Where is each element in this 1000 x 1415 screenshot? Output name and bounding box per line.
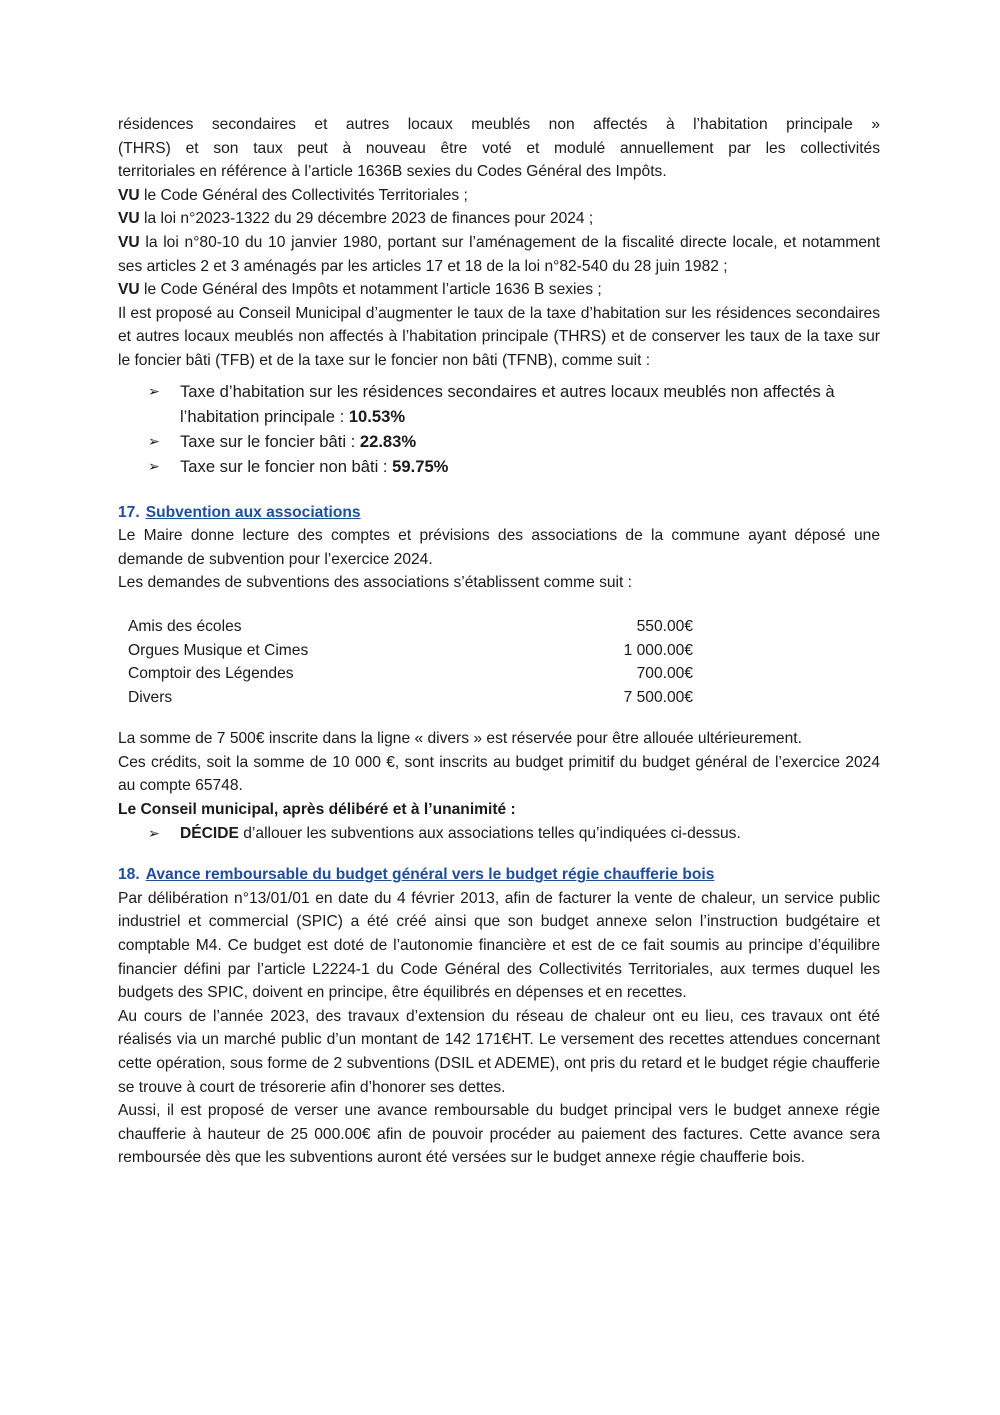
decide-keyword: DÉCIDE bbox=[180, 824, 239, 842]
intro-line-3: territoriales en référence à l’article 1636B sexies du Codes Général des Impôts. bbox=[118, 163, 667, 181]
section-17-paragraph: La somme de 7 500€ inscrite dans la ligne « divers » est réservée pour être allouée ultérieurement. bbox=[118, 730, 802, 748]
tax-label: Taxe d’habitation sur les résidences secondaires et autres locaux meublés non affectés à l’habitation principale : bbox=[180, 381, 835, 426]
section-title: Avance remboursable du budget général vers le budget régie chaufferie bois bbox=[145, 866, 715, 884]
subsidy-amount: 550.00€ bbox=[636, 617, 693, 635]
tax-rate: 59.75% bbox=[392, 456, 449, 476]
arrow-bullet-icon: ➢ bbox=[148, 382, 160, 399]
vu-keyword: VU bbox=[118, 281, 140, 299]
association-name: Comptoir des Légendes bbox=[128, 665, 294, 683]
table-row bbox=[128, 686, 693, 710]
vu-keyword: VU bbox=[118, 233, 140, 251]
section-18-heading bbox=[118, 863, 880, 887]
association-name: Amis des écoles bbox=[128, 617, 242, 635]
vu-text: la loi n°2023-1322 du 29 décembre 2023 de finances pour 2024 ; bbox=[139, 210, 594, 228]
subsidy-amount: 7 500.00€ bbox=[623, 688, 693, 706]
section-18-paragraph: Aussi, il est proposé de verser une avance remboursable du budget principal vers le budget annexe régie chaufferie à hauteur de 25 000.00€ afin de pouvoir procéder au paiement des factures. Cette avance sera remboursée dès que les subventions auront été versées sur le budget annexe régie chaufferie bois. bbox=[118, 1102, 880, 1167]
table-row bbox=[128, 639, 693, 663]
tax-bullet bbox=[148, 454, 880, 479]
table-row bbox=[128, 615, 693, 639]
section-number: 18. bbox=[118, 866, 140, 884]
vu-keyword: VU bbox=[118, 210, 140, 228]
section-number: 17. bbox=[118, 503, 140, 521]
section-18-paragraph: Par délibération n°13/01/01 en date du 4 février 2013, afin de facturer la vente de chaleur, un service public industriel et commercial (SPIC) a été créé ainsi que son budget annexe selon l’instruction budgétaire et comptable M4. Ce budget est doté de l’autonomie financière et est de ce fait soumis au principe d’équilibre financier défini par l’article L2224-1 du Code Général des Collectivités Territoriales, aux termes duquel les budgets des SPIC, doivent en principe, être équilibrés en dépenses et en recettes. bbox=[118, 889, 880, 1002]
vu-item bbox=[118, 278, 880, 302]
section-title: Subvention aux associations bbox=[145, 503, 361, 521]
vu-text: le Code Général des Impôts et notamment l’article 1636 B sexies ; bbox=[139, 281, 602, 299]
association-name: Divers bbox=[128, 688, 173, 706]
vu-text: le Code Général des Collectivités Territoriales ; bbox=[139, 186, 468, 204]
decide-text: d’allouer les subventions aux associations telles qu’indiquées ci-dessus. bbox=[238, 824, 741, 842]
arrow-bullet-icon: ➢ bbox=[148, 432, 160, 449]
tax-rate: 10.53% bbox=[348, 406, 406, 426]
vu-item bbox=[118, 207, 880, 231]
subsidy-table bbox=[128, 615, 693, 709]
association-name: Orgues Musique et Cimes bbox=[128, 641, 309, 659]
subsidy-amount: 1 000.00€ bbox=[623, 641, 693, 659]
tax-rate: 22.83% bbox=[359, 431, 417, 451]
intro-line-1: résidences secondaires et autres locaux meublés non affectés à l’habitation principale » bbox=[118, 116, 880, 133]
arrow-bullet-icon: ➢ bbox=[148, 824, 160, 841]
tax-label: Taxe sur le foncier non bâti : bbox=[180, 456, 393, 476]
vu-item bbox=[118, 184, 880, 208]
table-row bbox=[128, 662, 693, 686]
intro-line-2: (THRS) et son taux peut à nouveau être voté et modulé annuellement par les collectivités bbox=[118, 139, 880, 157]
decision-bullet bbox=[148, 822, 880, 846]
section-17-paragraph: Le Maire donne lecture des comptes et prévisions des associations de la commune ayant déposé une demande de subvention pour l’exercice 2024. bbox=[118, 527, 880, 568]
vu-item bbox=[118, 231, 880, 278]
vu-text: la loi n°80-10 du 10 janvier 1980, portant sur l’aménagement de la fiscalité directe locale, et notamment ses articles 2 et 3 aménagés par les articles 17 et 18 de la loi n°82-540 du 28 juin 1982 ; bbox=[118, 233, 880, 275]
section-18-paragraph: Au cours de l’année 2023, des travaux d’extension du réseau de chaleur ont eu lieu, ces travaux ont été réalisés via un marché public d’un montant de 142 171€HT. Le versement des recettes attendues concernant cette opération, sous forme de 2 subventions (DSIL et ADEME), ont pris du retard et le budget régie chaufferie se trouve à court de trésorerie afin d’honorer ses dettes. bbox=[118, 1007, 880, 1096]
section-17-heading bbox=[118, 501, 880, 525]
tax-label: Taxe sur le foncier bâti : bbox=[180, 431, 360, 451]
vu-keyword: VU bbox=[118, 186, 140, 204]
tax-bullet bbox=[148, 379, 880, 429]
proposal-paragraph: Il est proposé au Conseil Municipal d’augmenter le taux de la taxe d’habitation sur les résidences secondaires et autres locaux meublés non affectés à l’habitation principale (THRS) et de conserver les taux de la taxe sur le foncier bâti (TFB) et de la taxe sur le foncier non bâti (TFNB), comme suit : bbox=[118, 304, 880, 369]
subsidy-amount: 700.00€ bbox=[636, 665, 693, 683]
arrow-bullet-icon: ➢ bbox=[148, 457, 160, 474]
decision-heading: Le Conseil municipal, après délibéré et à l’unanimité : bbox=[118, 801, 516, 819]
tax-bullet bbox=[148, 429, 880, 454]
section-17-paragraph: Ces crédits, soit la somme de 10 000 €, sont inscrits au budget primitif du budget général de l’exercice 2024 au compte 65748. bbox=[118, 753, 880, 795]
document-page bbox=[118, 113, 880, 1170]
section-17-paragraph: Les demandes de subventions des associations s’établissent comme suit : bbox=[118, 574, 633, 592]
